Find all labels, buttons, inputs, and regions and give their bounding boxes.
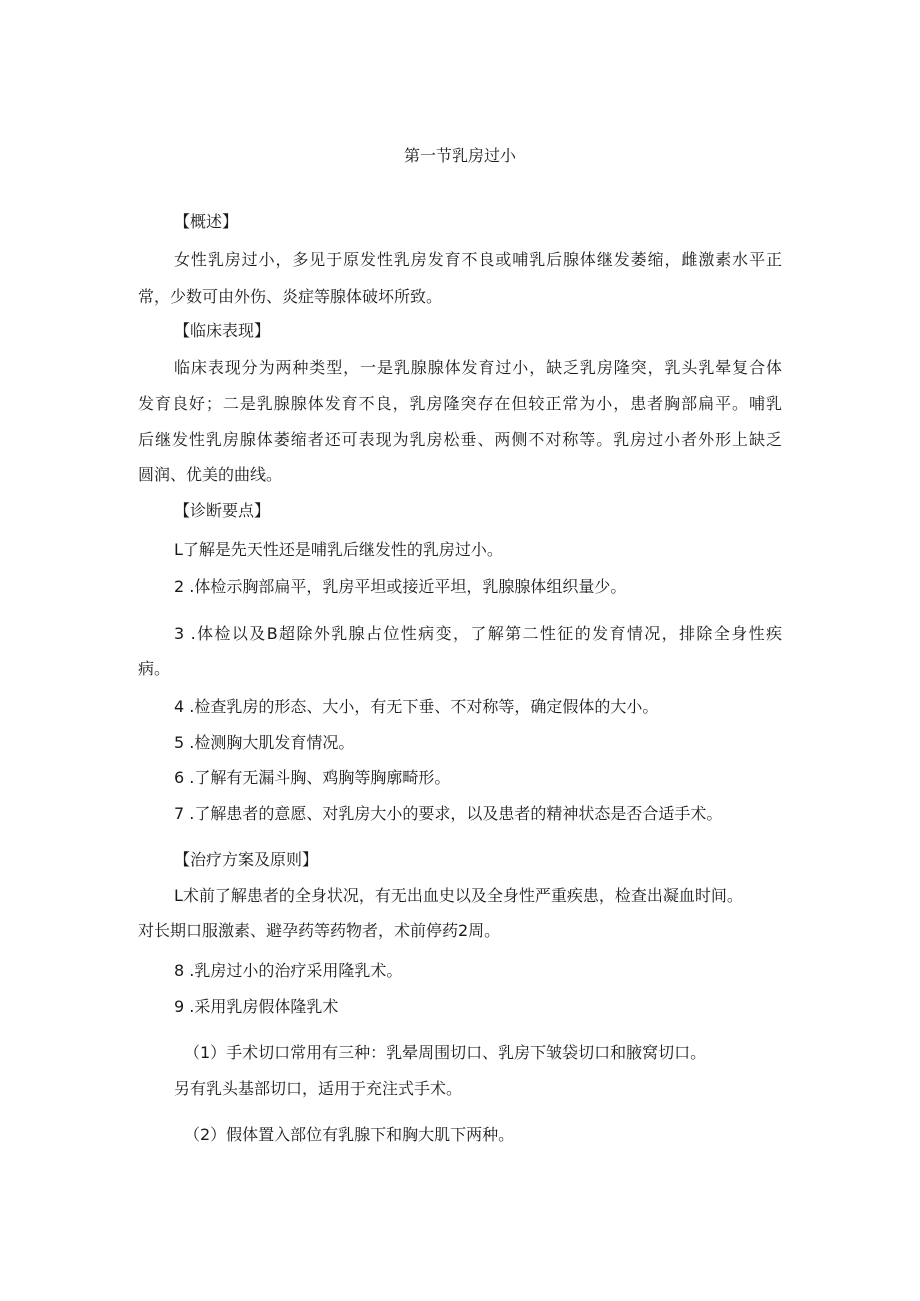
treatment-item: 对长期口服激素、避孕药等药物者，术前停药2周。: [138, 921, 501, 940]
diagnosis-heading: 【诊断要点】: [174, 501, 271, 520]
page-title: 第一节乳房过小: [403, 146, 516, 165]
diagnosis-item: 4 .检查乳房的形态、大小，有无下垂、不对称等，确定假体的大小。: [174, 697, 659, 716]
treatment-item: 另有乳头基部切口，适用于充注式手术。: [174, 1079, 463, 1098]
diagnosis-item: 3 .体检以及B超除外乳腺占位性病变，了解第二性征的发育情况，排除全身性疾: [174, 624, 782, 643]
diagnosis-item: 2 .体检示胸部扁平，乳房平坦或接近平坦，乳腺腺体组织量少。: [174, 577, 627, 596]
diagnosis-item: 6 .了解有无漏斗胸、鸡胸等胸廓畸形。: [174, 768, 451, 787]
overview-line: 常，少数可由外伤、炎症等腺体破坏所致。: [138, 287, 443, 306]
treatment-item: （2）假体置入部位有乳腺下和胸大肌下两种。: [184, 1125, 515, 1144]
treatment-item: L术前了解患者的全身状况，有无出血史以及全身性严重疾患，检查出凝血时间。: [174, 886, 743, 905]
treatment-item: （1）手术切口常用有三种：乳晕周围切口、乳房下皱袋切口和腋窝切口。: [184, 1043, 707, 1062]
clinical-line: 临床表现分为两种类型，一是乳腺腺体发育过小，缺乏乳房隆突，乳头乳晕复合体: [174, 358, 782, 377]
diagnosis-item: 5 .检测胸大肌发育情况。: [174, 733, 355, 752]
diagnosis-item: 病。: [138, 659, 171, 678]
treatment-heading: 【治疗方案及原则】: [174, 850, 319, 869]
clinical-line: 发育良好；二是乳腺腺体发育不良，乳房隆突存在但较正常为小，患者胸部扁平。哺乳: [138, 394, 782, 413]
clinical-line: 圆润、优美的曲线。: [138, 465, 283, 484]
clinical-line: 后继发性乳房腺体萎缩者还可表现为乳房松垂、两侧不对称等。乳房过小者外形上缺乏: [138, 430, 782, 449]
clinical-heading: 【临床表现】: [174, 321, 271, 340]
overview-line: 女性乳房过小，多见于原发性乳房发育不良或哺乳后腺体继发萎缩，雌激素水平正: [174, 250, 782, 269]
overview-heading: 【概述】: [174, 212, 239, 231]
diagnosis-item: 7 .了解患者的意愿、对乳房大小的要求，以及患者的精神状态是否合适手术。: [174, 804, 723, 823]
treatment-item: 8 .乳房过小的治疗采用隆乳术。: [174, 961, 403, 980]
treatment-item: 9 .采用乳房假体隆乳术: [174, 997, 339, 1016]
diagnosis-item: L了解是先天性还是哺乳后继发性的乳房过小。: [174, 540, 503, 559]
